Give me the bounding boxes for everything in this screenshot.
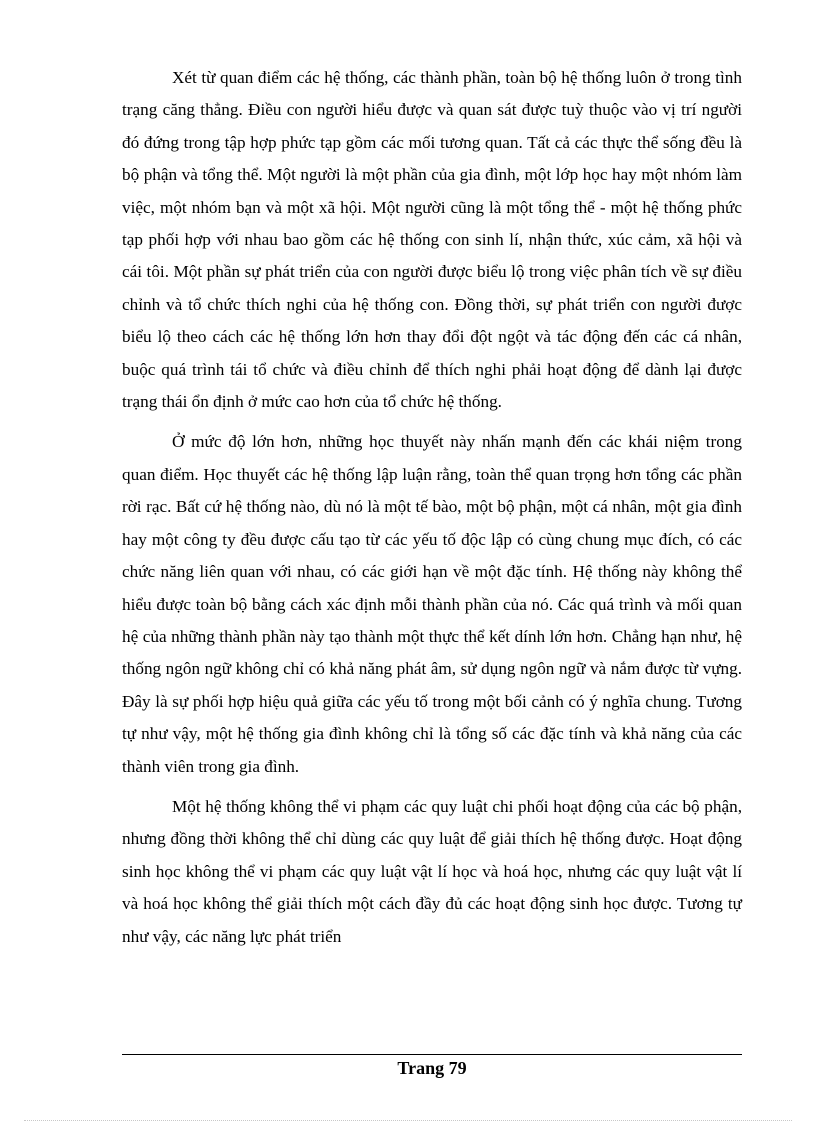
footer-divider <box>122 1054 742 1055</box>
paragraph-2: Ở mức độ lớn hơn, những học thuyết này nhấn mạnh đến các khái niệm trong quan điểm. Học thuyết các hệ thống lập luận rằng, toàn thể quan trọng hơn tổng các phần rời rạc. Bất cứ hệ thống nào, dù nó là một tế bào, một bộ phận, một cá nhân, một gia đình hay một công ty đều được cấu tạo từ các yếu tố độc lập có cùng chung mục đích, có các chức năng liên quan với nhau, có các giới hạn về một đặc tính. Hệ thống này không thể hiểu được toàn bộ bằng cách xác định mỗi thành phần của nó. Các quá trình và mối quan hệ của những thành phần này tạo thành một thực thể kết dính lớn hơn. Chẳng hạn như, hệ thống ngôn ngữ không chỉ có khả năng phát âm, sử dụng ngôn ngữ và nắm được từ vựng. Đây là sự phối hợp hiệu quả giữa các yếu tố trong một bối cảnh có ý nghĩa chung. Tương tự như vậy, một hệ thống gia đình không chỉ là tổng số các đặc tính và khả năng của các thành viên trong gia đình. <box>122 432 742 776</box>
paragraph-3: Một hệ thống không thể vi phạm các quy luật chi phối hoạt động của các bộ phận, nhưng đồng thời không thể chỉ dùng các quy luật để giải thích hệ thống được. Hoạt động sinh học không thể vi phạm các quy luật vật lí học và hoá học, nhưng các quy luật vật lí và hoá học không thể giải thích một cách đầy đủ các hoạt động sinh học được. Tương tự như vậy, các năng lực phát triển <box>122 796 742 946</box>
page-number: Trang 79 <box>397 1058 467 1078</box>
page-bottom-edge <box>24 1120 792 1121</box>
paragraph-1: Xét từ quan điểm các hệ thống, các thành phần, toàn bộ hệ thống luôn ở trong tình trạng căng thẳng. Điều con người hiểu được và quan sát được tuỳ thuộc vào vị trí người đó đứng trong tập hợp phức tạp gồm các mối tương quan. Tất cả các thực thể sống đều là bộ phận và tổng thể. Một người là một phần của gia đình, một lớp học hay một nhóm làm việc, một nhóm bạn và một xã hội. Một người cũng là một tổng thể - một hệ thống phức tạp phối hợp với nhau bao gồm các hệ thống con sinh lí, nhận thức, xúc cảm, xã hội và cái tôi. Một phần sự phát triển của con người được biểu lộ trong việc phân tích về sự điều chỉnh và tổ chức thích nghi của hệ thống con. Đồng thời, sự phát triển con người được biểu lộ theo cách các hệ thống lớn hơn thay đổi đột ngột và tác động đến các cá nhân, buộc quá trình tái tổ chức và điều chỉnh để thích nghi phải hoạt động để dành lại được trạng thái ổn định ở mức cao hơn của tổ chức hệ thống. <box>122 68 742 412</box>
body-text <box>122 62 742 961</box>
